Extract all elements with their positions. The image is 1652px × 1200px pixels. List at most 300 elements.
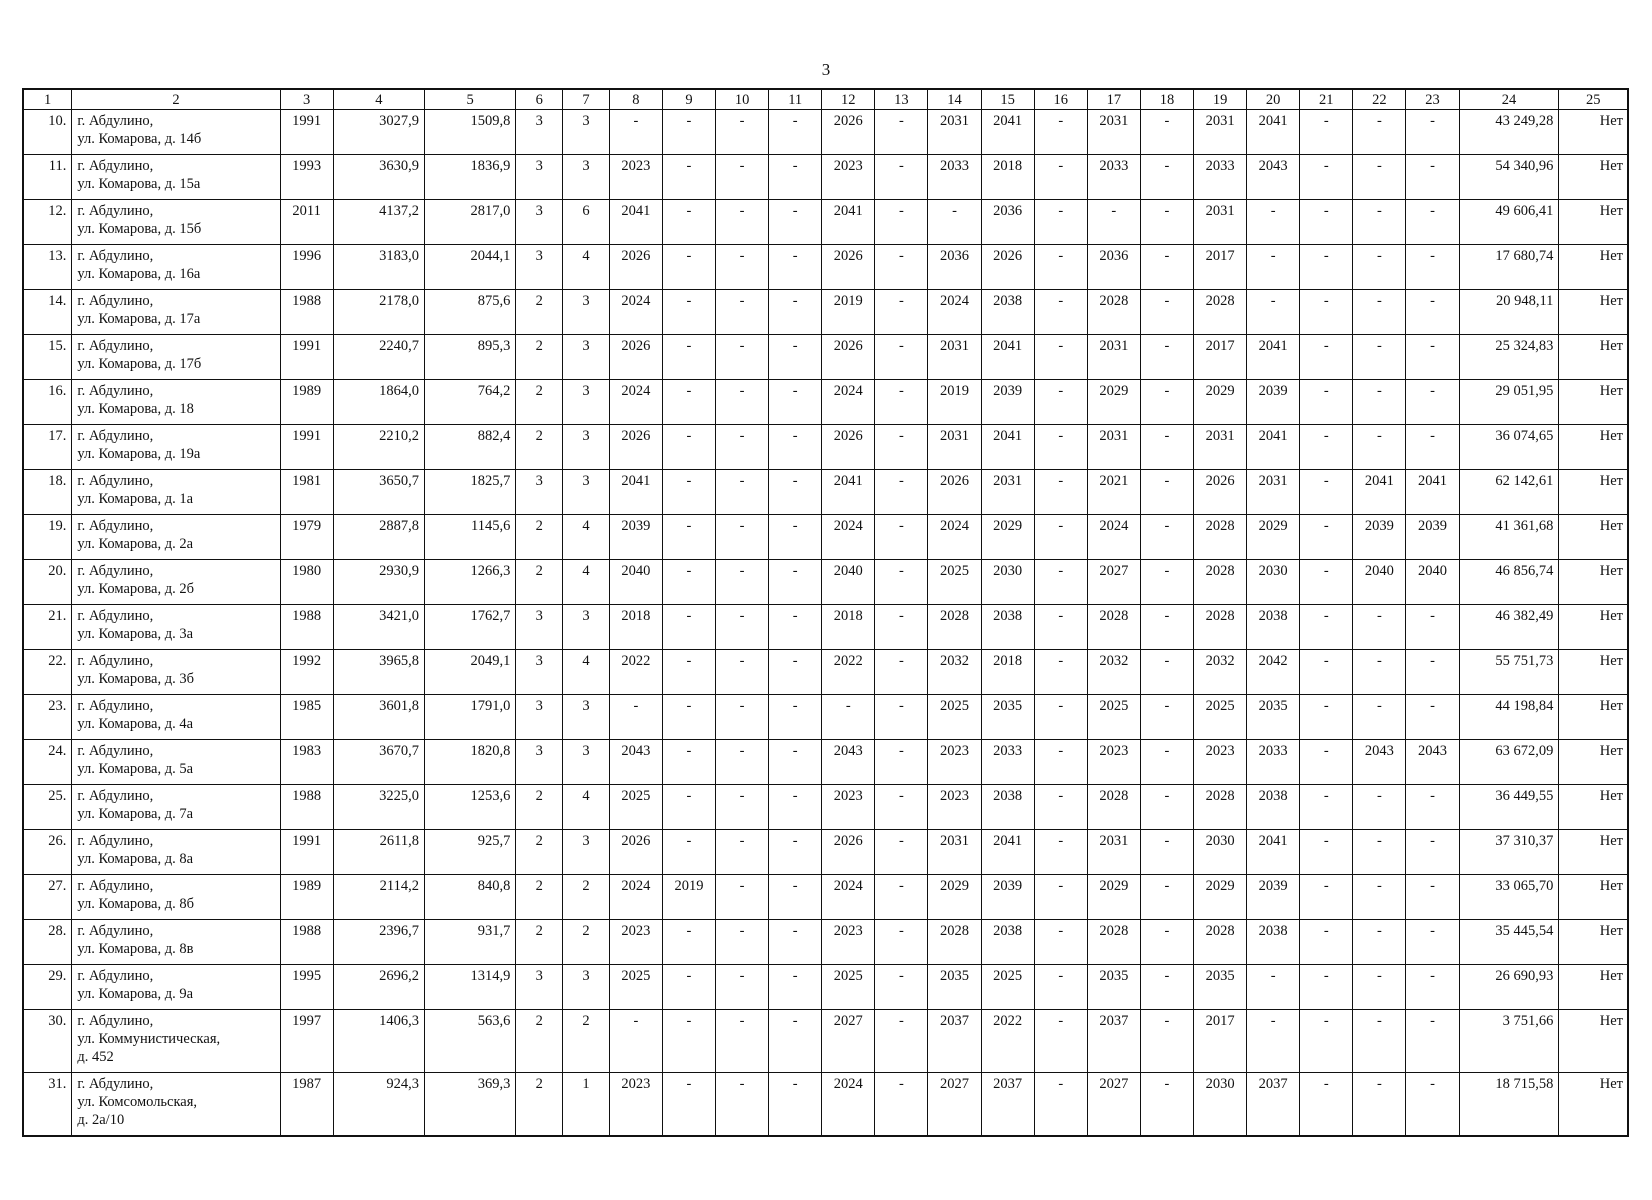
cell-col-21: - [1300, 650, 1353, 695]
cell-col-24: 54 340,96 [1459, 155, 1559, 200]
cell-col-14: 2025 [928, 560, 981, 605]
cell-col-12: 2026 [822, 425, 875, 470]
cell-col-18: - [1140, 875, 1193, 920]
cell-col-8: 2026 [609, 425, 662, 470]
cell-col-12: 2019 [822, 290, 875, 335]
cell-col-20: 2043 [1247, 155, 1300, 200]
cell-col-11: - [769, 425, 822, 470]
cell-col-6: 2 [516, 425, 563, 470]
table-row [23, 965, 1628, 1010]
cell-col-18: - [1140, 470, 1193, 515]
cell-col-10: - [716, 875, 769, 920]
cell-col-25: Нет [1559, 335, 1628, 380]
cell-col-8: 2025 [609, 785, 662, 830]
cell-col-16: - [1034, 1073, 1087, 1137]
cell-col-23: - [1406, 110, 1459, 155]
cell-col-8: 2025 [609, 965, 662, 1010]
column-number-cell: 3 [280, 89, 333, 110]
cell-col-11: - [769, 605, 822, 650]
row-number: 27. [23, 875, 72, 920]
cell-col-23: - [1406, 290, 1459, 335]
column-number-cell: 10 [716, 89, 769, 110]
cell-col-9: - [662, 605, 715, 650]
address-cell [72, 875, 280, 920]
cell-col-12: 2018 [822, 605, 875, 650]
cell-col-10: - [716, 785, 769, 830]
cell-col-20: - [1247, 245, 1300, 290]
cell-col-4: 924,3 [333, 1073, 424, 1137]
address-cell [72, 920, 280, 965]
cell-col-4: 3421,0 [333, 605, 424, 650]
cell-col-10: - [716, 1073, 769, 1137]
cell-col-23: 2043 [1406, 740, 1459, 785]
cell-col-7: 3 [563, 380, 610, 425]
cell-col-14: 2024 [928, 290, 981, 335]
cell-col-18: - [1140, 650, 1193, 695]
cell-col-15: 2033 [981, 740, 1034, 785]
cell-col-20: - [1247, 290, 1300, 335]
cell-col-3: 1997 [280, 1010, 333, 1073]
cell-col-10: - [716, 605, 769, 650]
table-row [23, 290, 1628, 335]
cell-col-12: - [822, 695, 875, 740]
cell-col-13: - [875, 110, 928, 155]
cell-col-17: 2031 [1087, 830, 1140, 875]
cell-col-7: 3 [563, 425, 610, 470]
cell-col-7: 3 [563, 290, 610, 335]
cell-col-8: 2040 [609, 560, 662, 605]
cell-col-13: - [875, 605, 928, 650]
cell-col-5: 1762,7 [425, 605, 516, 650]
column-number-cell: 12 [822, 89, 875, 110]
cell-col-3: 1980 [280, 560, 333, 605]
address-line: г. Абдулино, [77, 743, 154, 759]
cell-col-14: - [928, 200, 981, 245]
cell-col-13: - [875, 335, 928, 380]
cell-col-19: 2030 [1194, 1073, 1247, 1137]
cell-col-25: Нет [1559, 155, 1628, 200]
cell-col-19: 2029 [1194, 875, 1247, 920]
cell-col-25: Нет [1559, 920, 1628, 965]
cell-col-19: 2028 [1194, 920, 1247, 965]
table-row [23, 200, 1628, 245]
cell-col-20: 2030 [1247, 560, 1300, 605]
table-row [23, 560, 1628, 605]
cell-col-23: - [1406, 335, 1459, 380]
cell-col-4: 2396,7 [333, 920, 424, 965]
address-cell [72, 335, 280, 380]
row-number: 13. [23, 245, 72, 290]
address-cell [72, 695, 280, 740]
cell-col-13: - [875, 245, 928, 290]
cell-col-20: 2037 [1247, 1073, 1300, 1137]
cell-col-9: - [662, 830, 715, 875]
table-row [23, 335, 1628, 380]
cell-col-17: 2029 [1087, 380, 1140, 425]
address-cell [72, 785, 280, 830]
cell-col-6: 2 [516, 875, 563, 920]
cell-col-3: 1985 [280, 695, 333, 740]
cell-col-25: Нет [1559, 695, 1628, 740]
table-row [23, 1010, 1628, 1073]
cell-col-6: 3 [516, 650, 563, 695]
cell-col-21: - [1300, 785, 1353, 830]
cell-col-19: 2029 [1194, 380, 1247, 425]
cell-col-3: 1987 [280, 1073, 333, 1137]
cell-col-20: - [1247, 965, 1300, 1010]
cell-col-19: 2030 [1194, 830, 1247, 875]
row-number: 15. [23, 335, 72, 380]
address-cell [72, 245, 280, 290]
cell-col-24: 25 324,83 [1459, 335, 1559, 380]
row-number: 12. [23, 200, 72, 245]
cell-col-14: 2035 [928, 965, 981, 1010]
cell-col-21: - [1300, 425, 1353, 470]
cell-col-9: - [662, 470, 715, 515]
cell-col-8: 2022 [609, 650, 662, 695]
cell-col-3: 1991 [280, 830, 333, 875]
cell-col-11: - [769, 380, 822, 425]
cell-col-16: - [1034, 740, 1087, 785]
cell-col-6: 3 [516, 110, 563, 155]
cell-col-10: - [716, 1010, 769, 1073]
address-line: г. Абдулино, [77, 1013, 154, 1029]
cell-col-25: Нет [1559, 470, 1628, 515]
cell-col-10: - [716, 155, 769, 200]
cell-col-14: 2023 [928, 785, 981, 830]
address-line: ул. Комарова, д. 9а [77, 986, 194, 1002]
address-line: ул. Комарова, д. 16а [77, 266, 201, 282]
row-number: 30. [23, 1010, 72, 1073]
cell-col-15: 2037 [981, 1073, 1034, 1137]
row-number: 14. [23, 290, 72, 335]
cell-col-21: - [1300, 290, 1353, 335]
cell-col-20: 2039 [1247, 875, 1300, 920]
cell-col-16: - [1034, 110, 1087, 155]
cell-col-21: - [1300, 200, 1353, 245]
cell-col-4: 2178,0 [333, 290, 424, 335]
cell-col-20: 2042 [1247, 650, 1300, 695]
cell-col-6: 3 [516, 245, 563, 290]
cell-col-20: 2041 [1247, 335, 1300, 380]
cell-col-4: 1864,0 [333, 380, 424, 425]
cell-col-5: 1836,9 [425, 155, 516, 200]
cell-col-9: - [662, 245, 715, 290]
column-number-cell: 13 [875, 89, 928, 110]
address-line: ул. Комарова, д. 8а [77, 851, 194, 867]
column-number-cell: 9 [662, 89, 715, 110]
cell-col-22: - [1353, 1073, 1406, 1137]
cell-col-17: 2027 [1087, 560, 1140, 605]
cell-col-19: 2023 [1194, 740, 1247, 785]
cell-col-18: - [1140, 740, 1193, 785]
address-line: ул. Комарова, д. 17а [77, 311, 201, 327]
cell-col-24: 35 445,54 [1459, 920, 1559, 965]
cell-col-23: - [1406, 425, 1459, 470]
cell-col-6: 2 [516, 920, 563, 965]
cell-col-13: - [875, 290, 928, 335]
cell-col-9: - [662, 560, 715, 605]
cell-col-23: - [1406, 245, 1459, 290]
cell-col-25: Нет [1559, 785, 1628, 830]
cell-col-6: 2 [516, 515, 563, 560]
cell-col-21: - [1300, 695, 1353, 740]
cell-col-7: 3 [563, 605, 610, 650]
cell-col-10: - [716, 380, 769, 425]
cell-col-8: 2041 [609, 470, 662, 515]
column-number-cell: 23 [1406, 89, 1459, 110]
cell-col-16: - [1034, 515, 1087, 560]
cell-col-5: 1820,8 [425, 740, 516, 785]
cell-col-24: 20 948,11 [1459, 290, 1559, 335]
cell-col-23: - [1406, 650, 1459, 695]
cell-col-10: - [716, 110, 769, 155]
cell-col-6: 3 [516, 605, 563, 650]
cell-col-25: Нет [1559, 830, 1628, 875]
cell-col-24: 37 310,37 [1459, 830, 1559, 875]
cell-col-14: 2024 [928, 515, 981, 560]
address-cell [72, 830, 280, 875]
table-row [23, 1073, 1628, 1137]
column-number-cell: 20 [1247, 89, 1300, 110]
cell-col-5: 925,7 [425, 830, 516, 875]
table-row [23, 875, 1628, 920]
address-line: ул. Комарова, д. 2б [77, 581, 194, 597]
cell-col-7: 1 [563, 1073, 610, 1137]
column-number-cell: 19 [1194, 89, 1247, 110]
cell-col-3: 1981 [280, 470, 333, 515]
cell-col-21: - [1300, 830, 1353, 875]
cell-col-24: 18 715,58 [1459, 1073, 1559, 1137]
cell-col-9: - [662, 965, 715, 1010]
cell-col-12: 2022 [822, 650, 875, 695]
cell-col-4: 3601,8 [333, 695, 424, 740]
address-line: г. Абдулино, [77, 698, 154, 714]
cell-col-21: - [1300, 560, 1353, 605]
cell-col-21: - [1300, 470, 1353, 515]
address-cell [72, 605, 280, 650]
cell-col-24: 44 198,84 [1459, 695, 1559, 740]
cell-col-9: - [662, 110, 715, 155]
cell-col-4: 3670,7 [333, 740, 424, 785]
cell-col-14: 2023 [928, 740, 981, 785]
cell-col-15: 2038 [981, 785, 1034, 830]
cell-col-17: 2033 [1087, 155, 1140, 200]
cell-col-6: 3 [516, 200, 563, 245]
cell-col-11: - [769, 695, 822, 740]
cell-col-5: 1253,6 [425, 785, 516, 830]
cell-col-19: 2017 [1194, 245, 1247, 290]
cell-col-4: 3027,9 [333, 110, 424, 155]
cell-col-14: 2029 [928, 875, 981, 920]
cell-col-18: - [1140, 245, 1193, 290]
cell-col-7: 3 [563, 695, 610, 740]
column-number-cell: 4 [333, 89, 424, 110]
cell-col-6: 3 [516, 695, 563, 740]
address-line: ул. Комарова, д. 2а [77, 536, 194, 552]
cell-col-17: - [1087, 200, 1140, 245]
cell-col-20: 2039 [1247, 380, 1300, 425]
cell-col-22: - [1353, 110, 1406, 155]
cell-col-25: Нет [1559, 515, 1628, 560]
cell-col-12: 2026 [822, 110, 875, 155]
cell-col-17: 2036 [1087, 245, 1140, 290]
cell-col-3: 1991 [280, 110, 333, 155]
cell-col-25: Нет [1559, 290, 1628, 335]
cell-col-24: 49 606,41 [1459, 200, 1559, 245]
table-row [23, 425, 1628, 470]
cell-col-23: - [1406, 965, 1459, 1010]
cell-col-18: - [1140, 425, 1193, 470]
cell-col-25: Нет [1559, 875, 1628, 920]
cell-col-3: 1983 [280, 740, 333, 785]
cell-col-22: 2043 [1353, 740, 1406, 785]
address-cell [72, 110, 280, 155]
cell-col-13: - [875, 470, 928, 515]
cell-col-9: 2019 [662, 875, 715, 920]
cell-col-21: - [1300, 110, 1353, 155]
address-line: ул. Комарова, д. 18 [77, 401, 194, 417]
cell-col-9: - [662, 1010, 715, 1073]
cell-col-5: 369,3 [425, 1073, 516, 1137]
address-line: г. Абдулино, [77, 113, 154, 129]
cell-col-23: 2040 [1406, 560, 1459, 605]
cell-col-23: - [1406, 920, 1459, 965]
cell-col-19: 2025 [1194, 695, 1247, 740]
cell-col-12: 2024 [822, 515, 875, 560]
cell-col-10: - [716, 425, 769, 470]
address-line: г. Абдулино, [77, 383, 154, 399]
cell-col-5: 1791,0 [425, 695, 516, 740]
address-line: г. Абдулино, [77, 788, 154, 804]
cell-col-17: 2024 [1087, 515, 1140, 560]
cell-col-7: 3 [563, 830, 610, 875]
cell-col-17: 2028 [1087, 785, 1140, 830]
cell-col-20: 2038 [1247, 920, 1300, 965]
row-number: 31. [23, 1073, 72, 1137]
cell-col-11: - [769, 335, 822, 380]
row-number: 28. [23, 920, 72, 965]
cell-col-7: 2 [563, 920, 610, 965]
cell-col-3: 1988 [280, 605, 333, 650]
cell-col-24: 46 856,74 [1459, 560, 1559, 605]
cell-col-23: - [1406, 830, 1459, 875]
page-number: 3 [821, 60, 831, 79]
cell-col-10: - [716, 245, 769, 290]
row-number: 20. [23, 560, 72, 605]
cell-col-15: 2038 [981, 605, 1034, 650]
cell-col-16: - [1034, 965, 1087, 1010]
cell-col-11: - [769, 200, 822, 245]
table-row [23, 830, 1628, 875]
cell-col-18: - [1140, 290, 1193, 335]
cell-col-14: 2031 [928, 335, 981, 380]
cell-col-25: Нет [1559, 245, 1628, 290]
cell-col-21: - [1300, 1010, 1353, 1073]
table-row [23, 920, 1628, 965]
cell-col-22: - [1353, 605, 1406, 650]
cell-col-11: - [769, 155, 822, 200]
column-number-row [23, 89, 1628, 110]
cell-col-12: 2024 [822, 1073, 875, 1137]
cell-col-17: 2031 [1087, 110, 1140, 155]
cell-col-6: 2 [516, 380, 563, 425]
cell-col-21: - [1300, 515, 1353, 560]
cell-col-14: 2026 [928, 470, 981, 515]
cell-col-24: 26 690,93 [1459, 965, 1559, 1010]
cell-col-7: 6 [563, 200, 610, 245]
cell-col-21: - [1300, 155, 1353, 200]
cell-col-23: 2039 [1406, 515, 1459, 560]
address-line: г. Абдулино, [77, 833, 154, 849]
cell-col-4: 3183,0 [333, 245, 424, 290]
cell-col-5: 2044,1 [425, 245, 516, 290]
address-line: ул. Комарова, д. 15а [77, 176, 201, 192]
cell-col-5: 875,6 [425, 290, 516, 335]
cell-col-18: - [1140, 605, 1193, 650]
cell-col-18: - [1140, 1010, 1193, 1073]
cell-col-14: 2025 [928, 695, 981, 740]
address-cell [72, 650, 280, 695]
cell-col-8: 2026 [609, 830, 662, 875]
cell-col-15: 2026 [981, 245, 1034, 290]
cell-col-24: 63 672,09 [1459, 740, 1559, 785]
address-line: ул. Коммунистическая, [77, 1031, 221, 1047]
cell-col-20: 2033 [1247, 740, 1300, 785]
cell-col-18: - [1140, 965, 1193, 1010]
cell-col-14: 2028 [928, 920, 981, 965]
cell-col-13: - [875, 695, 928, 740]
cell-col-22: 2040 [1353, 560, 1406, 605]
cell-col-15: 2038 [981, 920, 1034, 965]
cell-col-5: 931,7 [425, 920, 516, 965]
cell-col-12: 2027 [822, 1010, 875, 1073]
cell-col-20: - [1247, 200, 1300, 245]
address-line: г. Абдулино, [77, 1076, 154, 1092]
cell-col-7: 3 [563, 155, 610, 200]
cell-col-10: - [716, 920, 769, 965]
cell-col-16: - [1034, 605, 1087, 650]
cell-col-11: - [769, 470, 822, 515]
address-cell [72, 155, 280, 200]
cell-col-16: - [1034, 290, 1087, 335]
cell-col-5: 563,6 [425, 1010, 516, 1073]
cell-col-19: 2028 [1194, 560, 1247, 605]
address-line: г. Абдулино, [77, 968, 154, 984]
cell-col-17: 2025 [1087, 695, 1140, 740]
cell-col-11: - [769, 110, 822, 155]
cell-col-9: - [662, 290, 715, 335]
address-cell [72, 740, 280, 785]
row-number: 10. [23, 110, 72, 155]
cell-col-20: 2041 [1247, 830, 1300, 875]
cell-col-12: 2041 [822, 200, 875, 245]
cell-col-24: 29 051,95 [1459, 380, 1559, 425]
table-row [23, 695, 1628, 740]
cell-col-4: 3965,8 [333, 650, 424, 695]
cell-col-13: - [875, 380, 928, 425]
cell-col-7: 4 [563, 560, 610, 605]
table-row [23, 470, 1628, 515]
cell-col-15: 2018 [981, 155, 1034, 200]
cell-col-17: 2029 [1087, 875, 1140, 920]
cell-col-10: - [716, 560, 769, 605]
cell-col-10: - [716, 335, 769, 380]
cell-col-22: 2039 [1353, 515, 1406, 560]
cell-col-17: 2021 [1087, 470, 1140, 515]
cell-col-17: 2031 [1087, 425, 1140, 470]
cell-col-17: 2037 [1087, 1010, 1140, 1073]
